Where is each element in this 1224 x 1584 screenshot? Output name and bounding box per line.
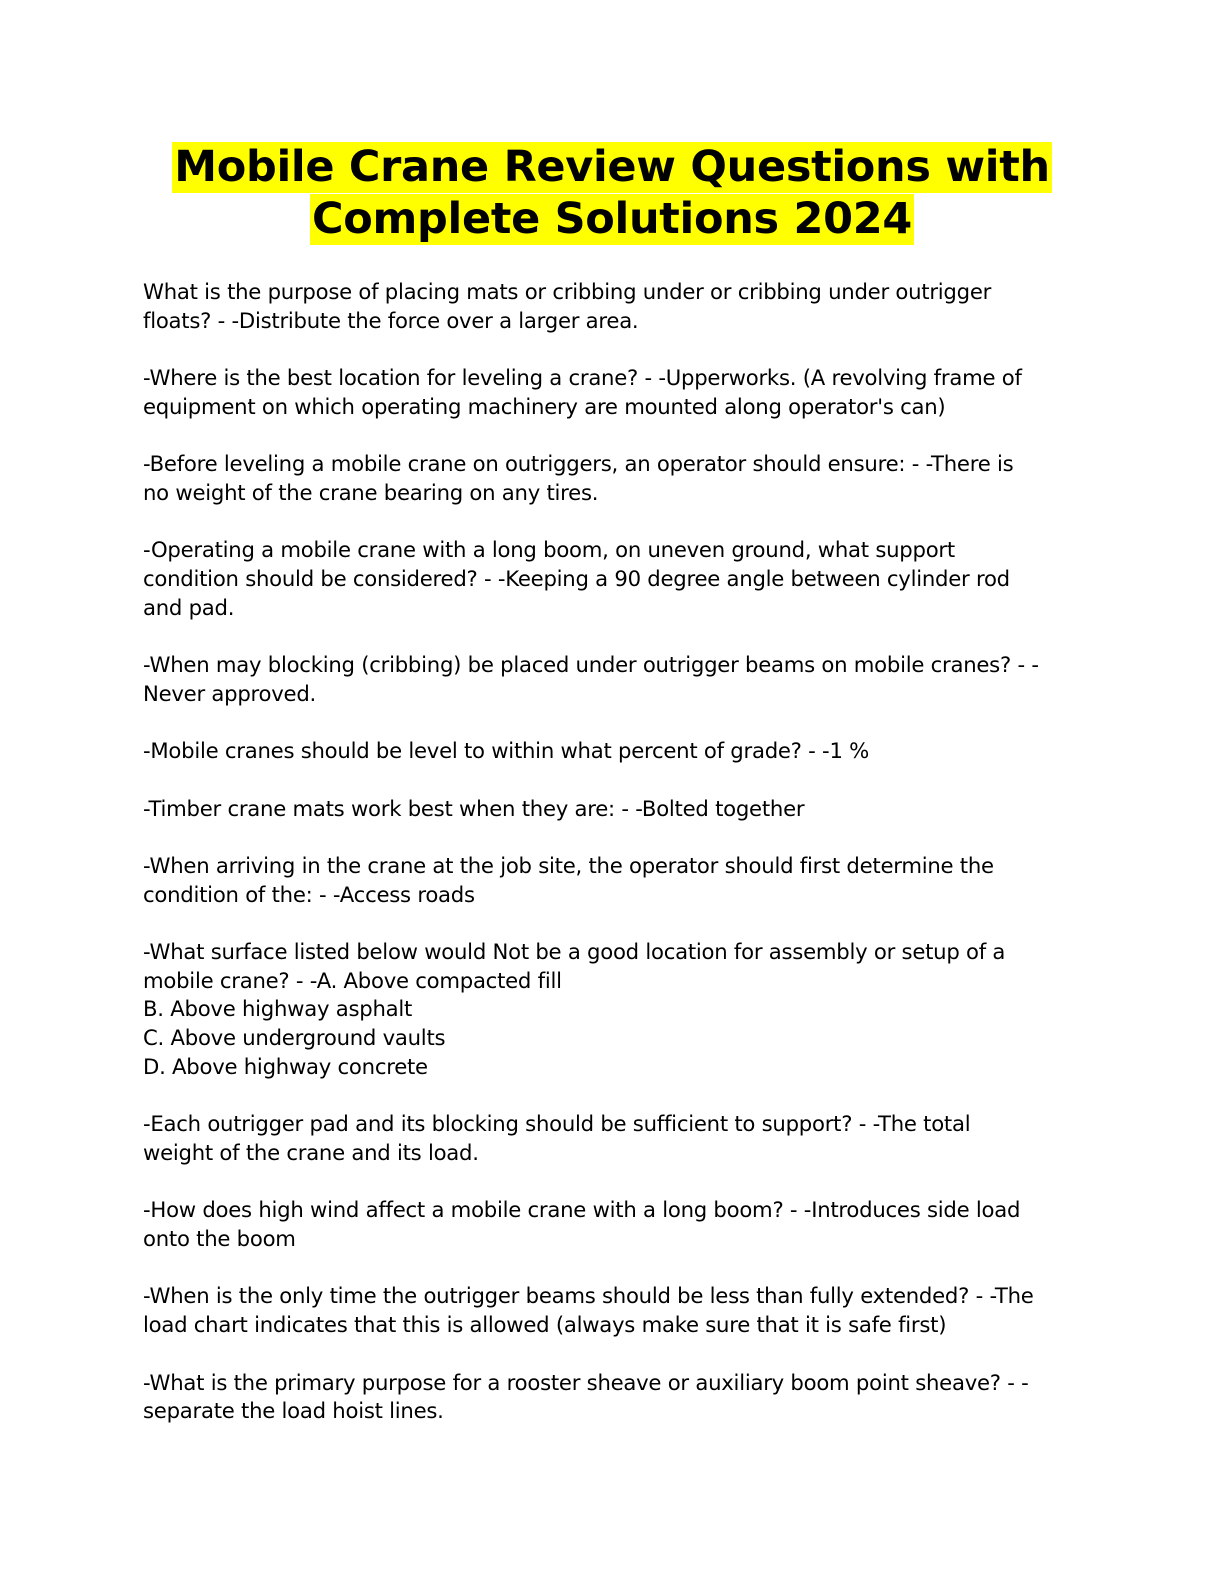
qa-item: -When may blocking (cribbing) be placed under outrigger beams on mobile cranes? - - Never approved.	[143, 652, 1039, 706]
title-line-2: Complete Solutions 2024	[312, 194, 912, 244]
qa-item: -Timber crane mats work best when they are: - -Bolted together	[143, 795, 805, 821]
qa-item: What is the purpose of placing mats or cribbing under or cribbing under outrigger floats? - -Distribute the force over a larger area.	[143, 279, 992, 333]
qa-item: -When arriving in the crane at the job site, the operator should first determine the condition of the: - -Access roads	[143, 852, 994, 907]
qa-item: -What is the primary purpose for a rooster sheave or auxiliary boom point sheave? - - separate the load hoist lines.	[143, 1369, 1029, 1424]
qa-item: -What surface listed below would Not be a good location for assembly or setup of a mobile crane? - -A. Above compacted fill B. Above highway asphalt C. Above underground vaults D. Above highway concrete	[143, 939, 1006, 1079]
qa-item: -Where is the best location for leveling a crane? - -Upperworks. (A revolving frame of equipment on which operating machinery are mounted along operator's can)	[143, 365, 1022, 419]
qa-item: -How does high wind affect a mobile crane with a long boom? - -Introduces side load onto the boom	[143, 1197, 1021, 1252]
document-title	[0, 142, 1224, 245]
qa-item: -Each outrigger pad and its blocking should be sufficient to support? - -The total weight of the crane and its load.	[143, 1111, 971, 1165]
qa-item: -When is the only time the outrigger beams should be less than fully extended? - -The load chart indicates that this is allowed (always make sure that it is safe first)	[143, 1283, 1034, 1338]
qa-list	[143, 278, 1083, 1455]
qa-item: -Mobile cranes should be level to within what percent of grade? - -1 %	[143, 738, 870, 764]
title-line-1: Mobile Crane Review Questions with	[174, 142, 1050, 192]
qa-item: -Operating a mobile crane with a long boom, on uneven ground, what support condition should be considered? - -Keeping a 90 degree angle between cylinder rod and pad.	[143, 537, 1010, 620]
qa-item: -Before leveling a mobile crane on outriggers, an operator should ensure: - -There is no weight of the crane bearing on any tires.	[143, 451, 1014, 505]
